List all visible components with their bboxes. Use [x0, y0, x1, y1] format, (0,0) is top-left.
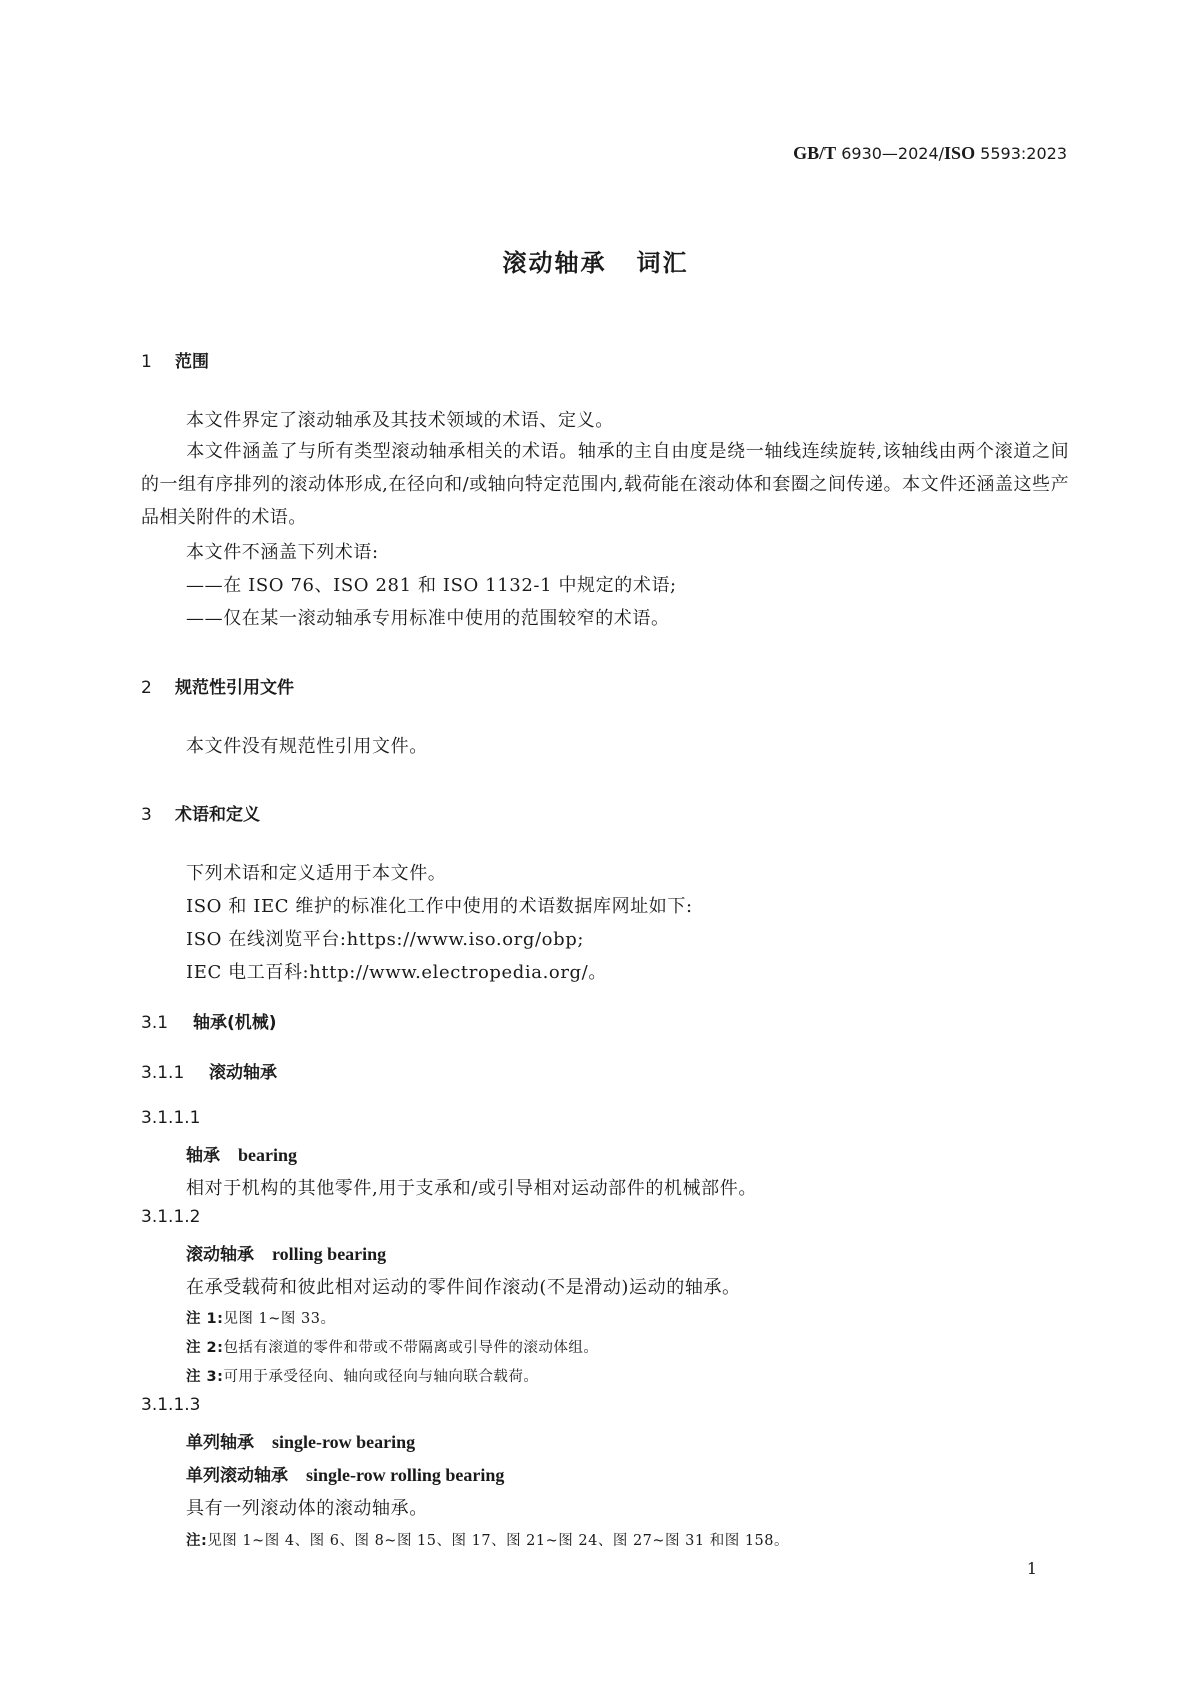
term-3-1-1-3-primary: 单列轴承 single-row bearing — [186, 1432, 416, 1453]
iso-prefix: ISO — [944, 143, 976, 163]
term-3-1-1-3-definition: 具有一列滚动体的滚动轴承。 — [186, 1498, 428, 1519]
subsection-3-1-heading: 3.1 轴承(机械) — [141, 1013, 277, 1033]
term-3-1-1-3-note: 注:见图 1~图 4、图 6、图 8~图 15、图 17、图 21~图 24、图 27~图 31 和图 158。 — [186, 1533, 789, 1549]
section-1-para-1: 本文件界定了滚动轴承及其技术领域的术语、定义。 — [186, 410, 614, 431]
term-3-1-1-2-definition: 在承受载荷和彼此相对运动的零件间作滚动(不是滑动)运动的轴承。 — [186, 1277, 741, 1298]
section-3-para-2: ISO 和 IEC 维护的标准化工作中使用的术语数据库网址如下: — [186, 896, 693, 917]
term-3-1-1-2-number: 3.1.1.2 — [141, 1207, 201, 1227]
term-3-1-1-1: 轴承 bearing — [186, 1145, 298, 1166]
section-2-heading: 2 规范性引用文件 — [141, 678, 294, 698]
document-title — [0, 243, 1191, 278]
term-3-1-1-1-number: 3.1.1.1 — [141, 1108, 201, 1128]
std-number: 6930—2024/ — [836, 144, 945, 163]
iso-number: 5593:2023 — [975, 144, 1067, 163]
term-3-1-1-2-note-3: 注 3:可用于承受径向、轴向或径向与轴向联合载荷。 — [186, 1369, 539, 1385]
title-part2: 词汇 — [636, 249, 689, 277]
subsection-3-1-1-heading: 3.1.1 滚动轴承 — [141, 1063, 277, 1083]
section-3-para-4: IEC 电工百科:http://www.electropedia.org/。 — [186, 962, 607, 983]
section-1-para-3: 本文件不涵盖下列术语: — [186, 542, 379, 563]
section-2-para-1: 本文件没有规范性引用文件。 — [186, 736, 428, 757]
page-number: 1 — [1026, 1559, 1037, 1578]
section-3-para-1: 下列术语和定义适用于本文件。 — [186, 863, 447, 884]
section-1-heading: 1 范围 — [141, 352, 209, 372]
term-3-1-1-2-note-1: 注 1:见图 1~图 33。 — [186, 1311, 336, 1327]
section-1-list-item-1: ——在 ISO 76、ISO 281 和 ISO 1132-1 中规定的术语; — [186, 575, 677, 596]
term-3-1-1-2-note-2: 注 2:包括有滚道的零件和带或不带隔离或引导件的滚动体组。 — [186, 1340, 599, 1356]
section-3-para-3: ISO 在线浏览平台:https://www.iso.org/obp; — [186, 929, 585, 950]
title-part1: 滚动轴承 — [502, 249, 607, 277]
section-1-para-2: 本文件涵盖了与所有类型滚动轴承相关的术语。轴承的主自由度是绕一轴线连续旋转,该轴线由两个滚道之间的一组有序排列的滚动体形成,在径向和/或轴向特定范围内,载荷能在滚动体和套圈之间传递。本文件还涵盖这些产品相关附件的术语。 — [141, 441, 1069, 528]
section-3-heading: 3 术语和定义 — [141, 805, 260, 825]
term-3-1-1-1-definition: 相对于机构的其他零件,用于支承和/或引导相对运动部件的机械部件。 — [186, 1178, 757, 1199]
term-3-1-1-3-number: 3.1.1.3 — [141, 1395, 201, 1415]
std-prefix: GB/T — [793, 143, 837, 163]
section-1-list-item-2: ——仅在某一滚动轴承专用标准中使用的范围较窄的术语。 — [186, 608, 670, 629]
term-3-1-1-3-synonym: 单列滚动轴承 single-row rolling bearing — [186, 1465, 505, 1486]
standard-number — [793, 143, 1067, 164]
term-3-1-1-2: 滚动轴承 rolling bearing — [186, 1244, 387, 1265]
